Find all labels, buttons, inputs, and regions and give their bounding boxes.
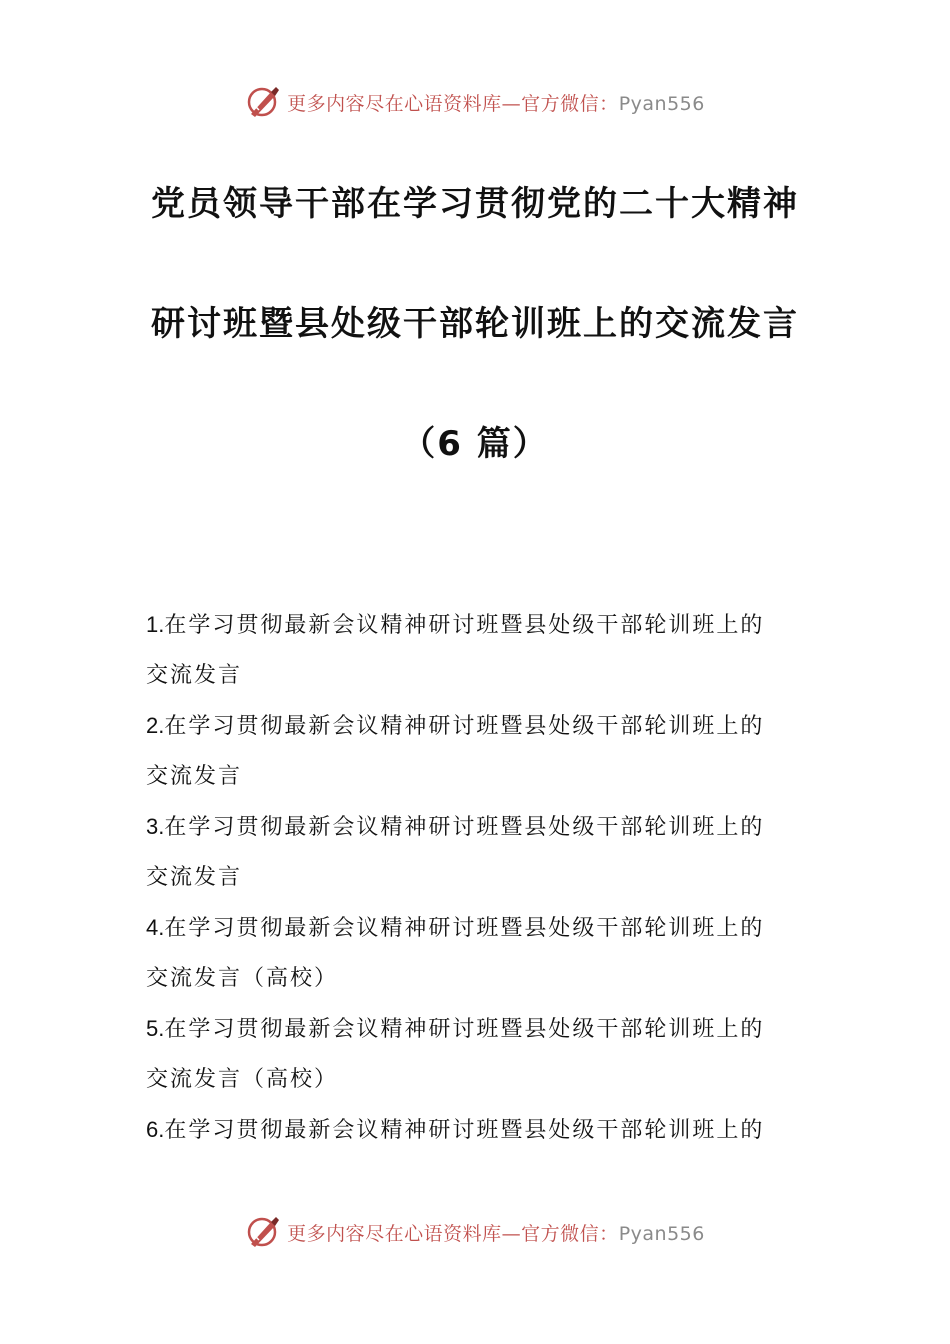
toc-item: [146, 1004, 816, 1055]
watermark-text: 更多内容尽在心语资料库: [287, 92, 502, 115]
watermark-dash: —: [501, 92, 522, 115]
watermark-wechat-id: Pyan556: [618, 92, 705, 115]
toc-item-number: 3.: [146, 814, 165, 839]
toc-item: [146, 802, 816, 853]
toc-item-text: 在学习贯彻最新会议精神研讨班暨县处级干部轮训班上的: [164, 815, 765, 840]
footer-watermark: [0, 1212, 950, 1252]
document-title-line-1: 党员领导干部在学习贯彻党的二十大精神: [151, 184, 799, 224]
document-title-count: （6 篇）: [401, 424, 549, 464]
toc-item-number: 6.: [146, 1117, 165, 1142]
toc-item-continuation: 交流发言: [146, 663, 243, 688]
toc-item-continuation: 交流发言（高校）: [146, 966, 339, 991]
toc-item: [146, 1105, 816, 1156]
toc-item-text: 在学习贯彻最新会议精神研讨班暨县处级干部轮训班上的: [164, 714, 765, 739]
toc-item-number: 2.: [146, 713, 165, 738]
toc-item-text: 在学习贯彻最新会议精神研讨班暨县处级干部轮训班上的: [164, 1118, 765, 1143]
toc-item-number: 4.: [146, 915, 165, 940]
toc-item-continuation: 交流发言: [146, 865, 243, 890]
watermark-wechat-id: Pyan556: [618, 1222, 705, 1245]
watermark-text: 更多内容尽在心语资料库: [287, 1222, 502, 1245]
pen-logo-icon: [245, 84, 281, 120]
document-title-line-2: 研讨班暨县处级干部轮训班上的交流发言: [151, 304, 799, 344]
header-watermark: [0, 82, 950, 122]
watermark-wechat-label: 官方微信：: [521, 1222, 619, 1245]
toc-item-text: 在学习贯彻最新会议精神研讨班暨县处级干部轮训班上的: [164, 916, 765, 941]
watermark-wechat-label: 官方微信：: [521, 92, 619, 115]
toc-item: [146, 600, 816, 651]
toc-item-number: 5.: [146, 1016, 165, 1041]
table-of-contents: [146, 600, 816, 1156]
toc-item-number: 1.: [146, 612, 165, 637]
toc-item: [146, 903, 816, 954]
toc-item-text: 在学习贯彻最新会议精神研讨班暨县处级干部轮训班上的: [164, 613, 765, 638]
watermark-dash: —: [501, 1222, 522, 1245]
pen-logo-icon: [245, 1214, 281, 1250]
toc-item-continuation: 交流发言（高校）: [146, 1067, 339, 1092]
toc-item: [146, 701, 816, 752]
toc-item-text: 在学习贯彻最新会议精神研讨班暨县处级干部轮训班上的: [164, 1017, 765, 1042]
toc-item-continuation: 交流发言: [146, 764, 243, 789]
